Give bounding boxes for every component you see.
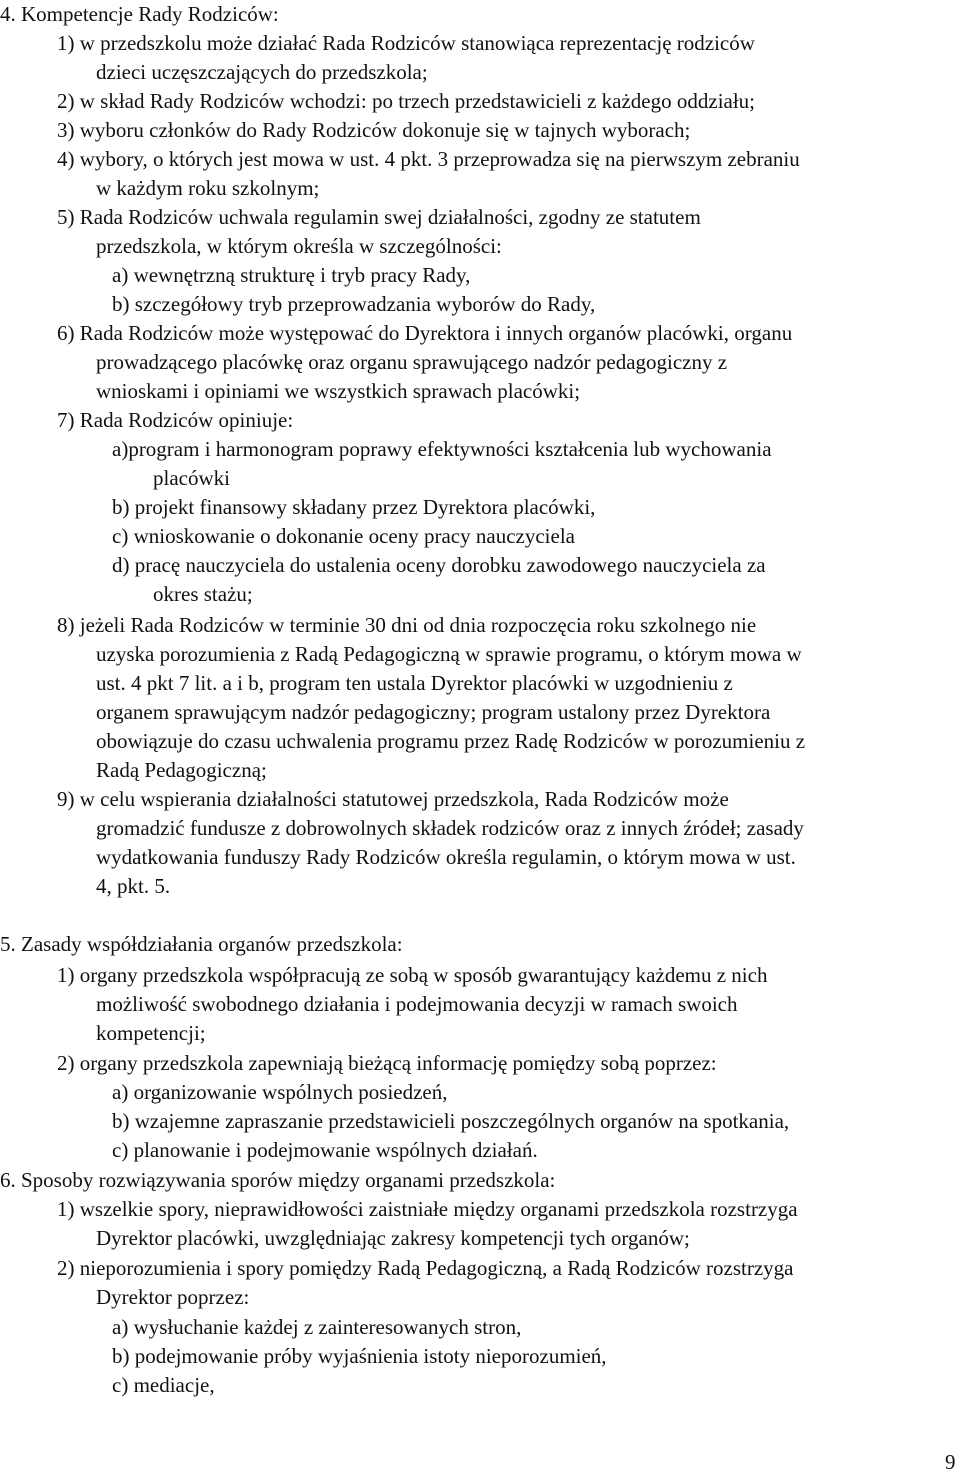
list-item-continuation: Dyrektor placówki, uwzględniając zakresy kompetencji tych organów; — [96, 1226, 690, 1250]
list-item: 9) w celu wspierania działalności statutowej przedszkola, Rada Rodziców może — [57, 787, 729, 811]
sub-list-item: d) pracę nauczyciela do ustalenia oceny dorobku zawodowego nauczyciela za — [112, 553, 766, 577]
list-item-continuation: możliwość swobodnego działania i podejmowania decyzji w ramach swoich — [96, 992, 738, 1016]
list-item-continuation: wnioskami i opiniami we wszystkich sprawach placówki; — [96, 379, 581, 403]
sub-list-item: c) wnioskowanie o dokonanie oceny pracy nauczyciela — [112, 524, 575, 548]
list-item: 2) nieporozumienia i spory pomiędzy Radą Pedagogiczną, a Radą Rodziców rozstrzyga — [57, 1256, 794, 1280]
section-heading: 6. Sposoby rozwiązywania sporów między organami przedszkola: — [0, 1168, 556, 1192]
list-item: 1) wszelkie spory, nieprawidłowości zaistniałe między organami przedszkola rozstrzyga — [57, 1197, 798, 1221]
sub-list-item: a) wysłuchanie każdej z zainteresowanych stron, — [112, 1315, 522, 1339]
list-item-continuation: kompetencji; — [96, 1021, 206, 1045]
sub-list-item: c) mediacje, — [112, 1373, 215, 1397]
list-item: 3) wyboru członków do Rady Rodziców dokonuje się w tajnych wyborach; — [57, 118, 691, 142]
sub-list-item: a) organizowanie wspólnych posiedzeń, — [112, 1080, 448, 1104]
sub-list-item: b) szczegółowy tryb przeprowadzania wyborów do Rady, — [112, 292, 596, 316]
list-item: 4) wybory, o których jest mowa w ust. 4 pkt. 3 przeprowadza się na pierwszym zebraniu — [57, 147, 800, 171]
list-item-continuation: Dyrektor poprzez: — [96, 1285, 250, 1309]
sub-list-item: b) projekt finansowy składany przez Dyrektora placówki, — [112, 495, 596, 519]
list-item: 2) organy przedszkola zapewniają bieżącą informację pomiędzy sobą poprzez: — [57, 1051, 717, 1075]
section-heading: 4. Kompetencje Rady Rodziców: — [0, 2, 279, 26]
section-heading: 5. Zasady współdziałania organów przedszkola: — [0, 932, 403, 956]
list-item-continuation: prowadzącego placówkę oraz organu sprawującego nadzór pedagogiczny z — [96, 350, 728, 374]
list-item-continuation: Radą Pedagogiczną; — [96, 758, 267, 782]
list-item: 5) Rada Rodziców uchwala regulamin swej działalności, zgodny ze statutem — [57, 205, 701, 229]
list-item-continuation: w każdym roku szkolnym; — [96, 176, 320, 200]
sub-list-item: b) wzajemne zapraszanie przedstawicieli poszczególnych organów na spotkania, — [112, 1109, 790, 1133]
list-item-continuation: przedszkola, w którym określa w szczególności: — [96, 234, 502, 258]
sub-list-item: a)program i harmonogram poprawy efektywności kształcenia lub wychowania — [112, 437, 772, 461]
sub-list-item: c) planowanie i podejmowanie wspólnych działań. — [112, 1138, 538, 1162]
list-item-continuation: ust. 4 pkt 7 lit. a i b, program ten ustala Dyrektor placówki w uzgodnieniu z — [96, 671, 733, 695]
list-item: 1) organy przedszkola współpracują ze sobą w sposób gwarantujący każdemu z nich — [57, 963, 768, 987]
list-item-continuation: obowiązuje do czasu uchwalenia programu przez Radę Rodziców w porozumieniu z — [96, 729, 806, 753]
list-item-continuation: organem sprawującym nadzór pedagogiczny; program ustalony przez Dyrektora — [96, 700, 771, 724]
list-item: 1) w przedszkolu może działać Rada Rodziców stanowiąca reprezentację rodziców — [57, 31, 755, 55]
list-item-continuation: dzieci uczęszczających do przedszkola; — [96, 60, 428, 84]
page-number: 9 — [945, 1450, 956, 1474]
sub-list-item: a) wewnętrzną strukturę i tryb pracy Rady, — [112, 263, 471, 287]
list-item-continuation: wydatkowania funduszy Rady Rodziców określa regulamin, o którym mowa w ust. — [96, 845, 796, 869]
list-item: 6) Rada Rodziców może występować do Dyrektora i innych organów placówki, organu — [57, 321, 793, 345]
list-item: 2) w skład Rady Rodziców wchodzi: po trzech przedstawicieli z każdego oddziału; — [57, 89, 756, 113]
sub-list-item: b) podejmowanie próby wyjaśnienia istoty nieporozumień, — [112, 1344, 607, 1368]
list-item-continuation: gromadzić fundusze z dobrowolnych składek rodziców oraz z innych źródeł; zasady — [96, 816, 804, 840]
sub-list-item-continuation: placówki — [153, 466, 230, 490]
list-item: 7) Rada Rodziców opiniuje: — [57, 408, 294, 432]
list-item-continuation: uzyska porozumienia z Radą Pedagogiczną w sprawie programu, o którym mowa w — [96, 642, 802, 666]
sub-list-item-continuation: okres stażu; — [153, 582, 253, 606]
list-item: 8) jeżeli Rada Rodziców w terminie 30 dni od dnia rozpoczęcia roku szkolnego nie — [57, 613, 757, 637]
list-item-continuation: 4, pkt. 5. — [96, 874, 171, 898]
